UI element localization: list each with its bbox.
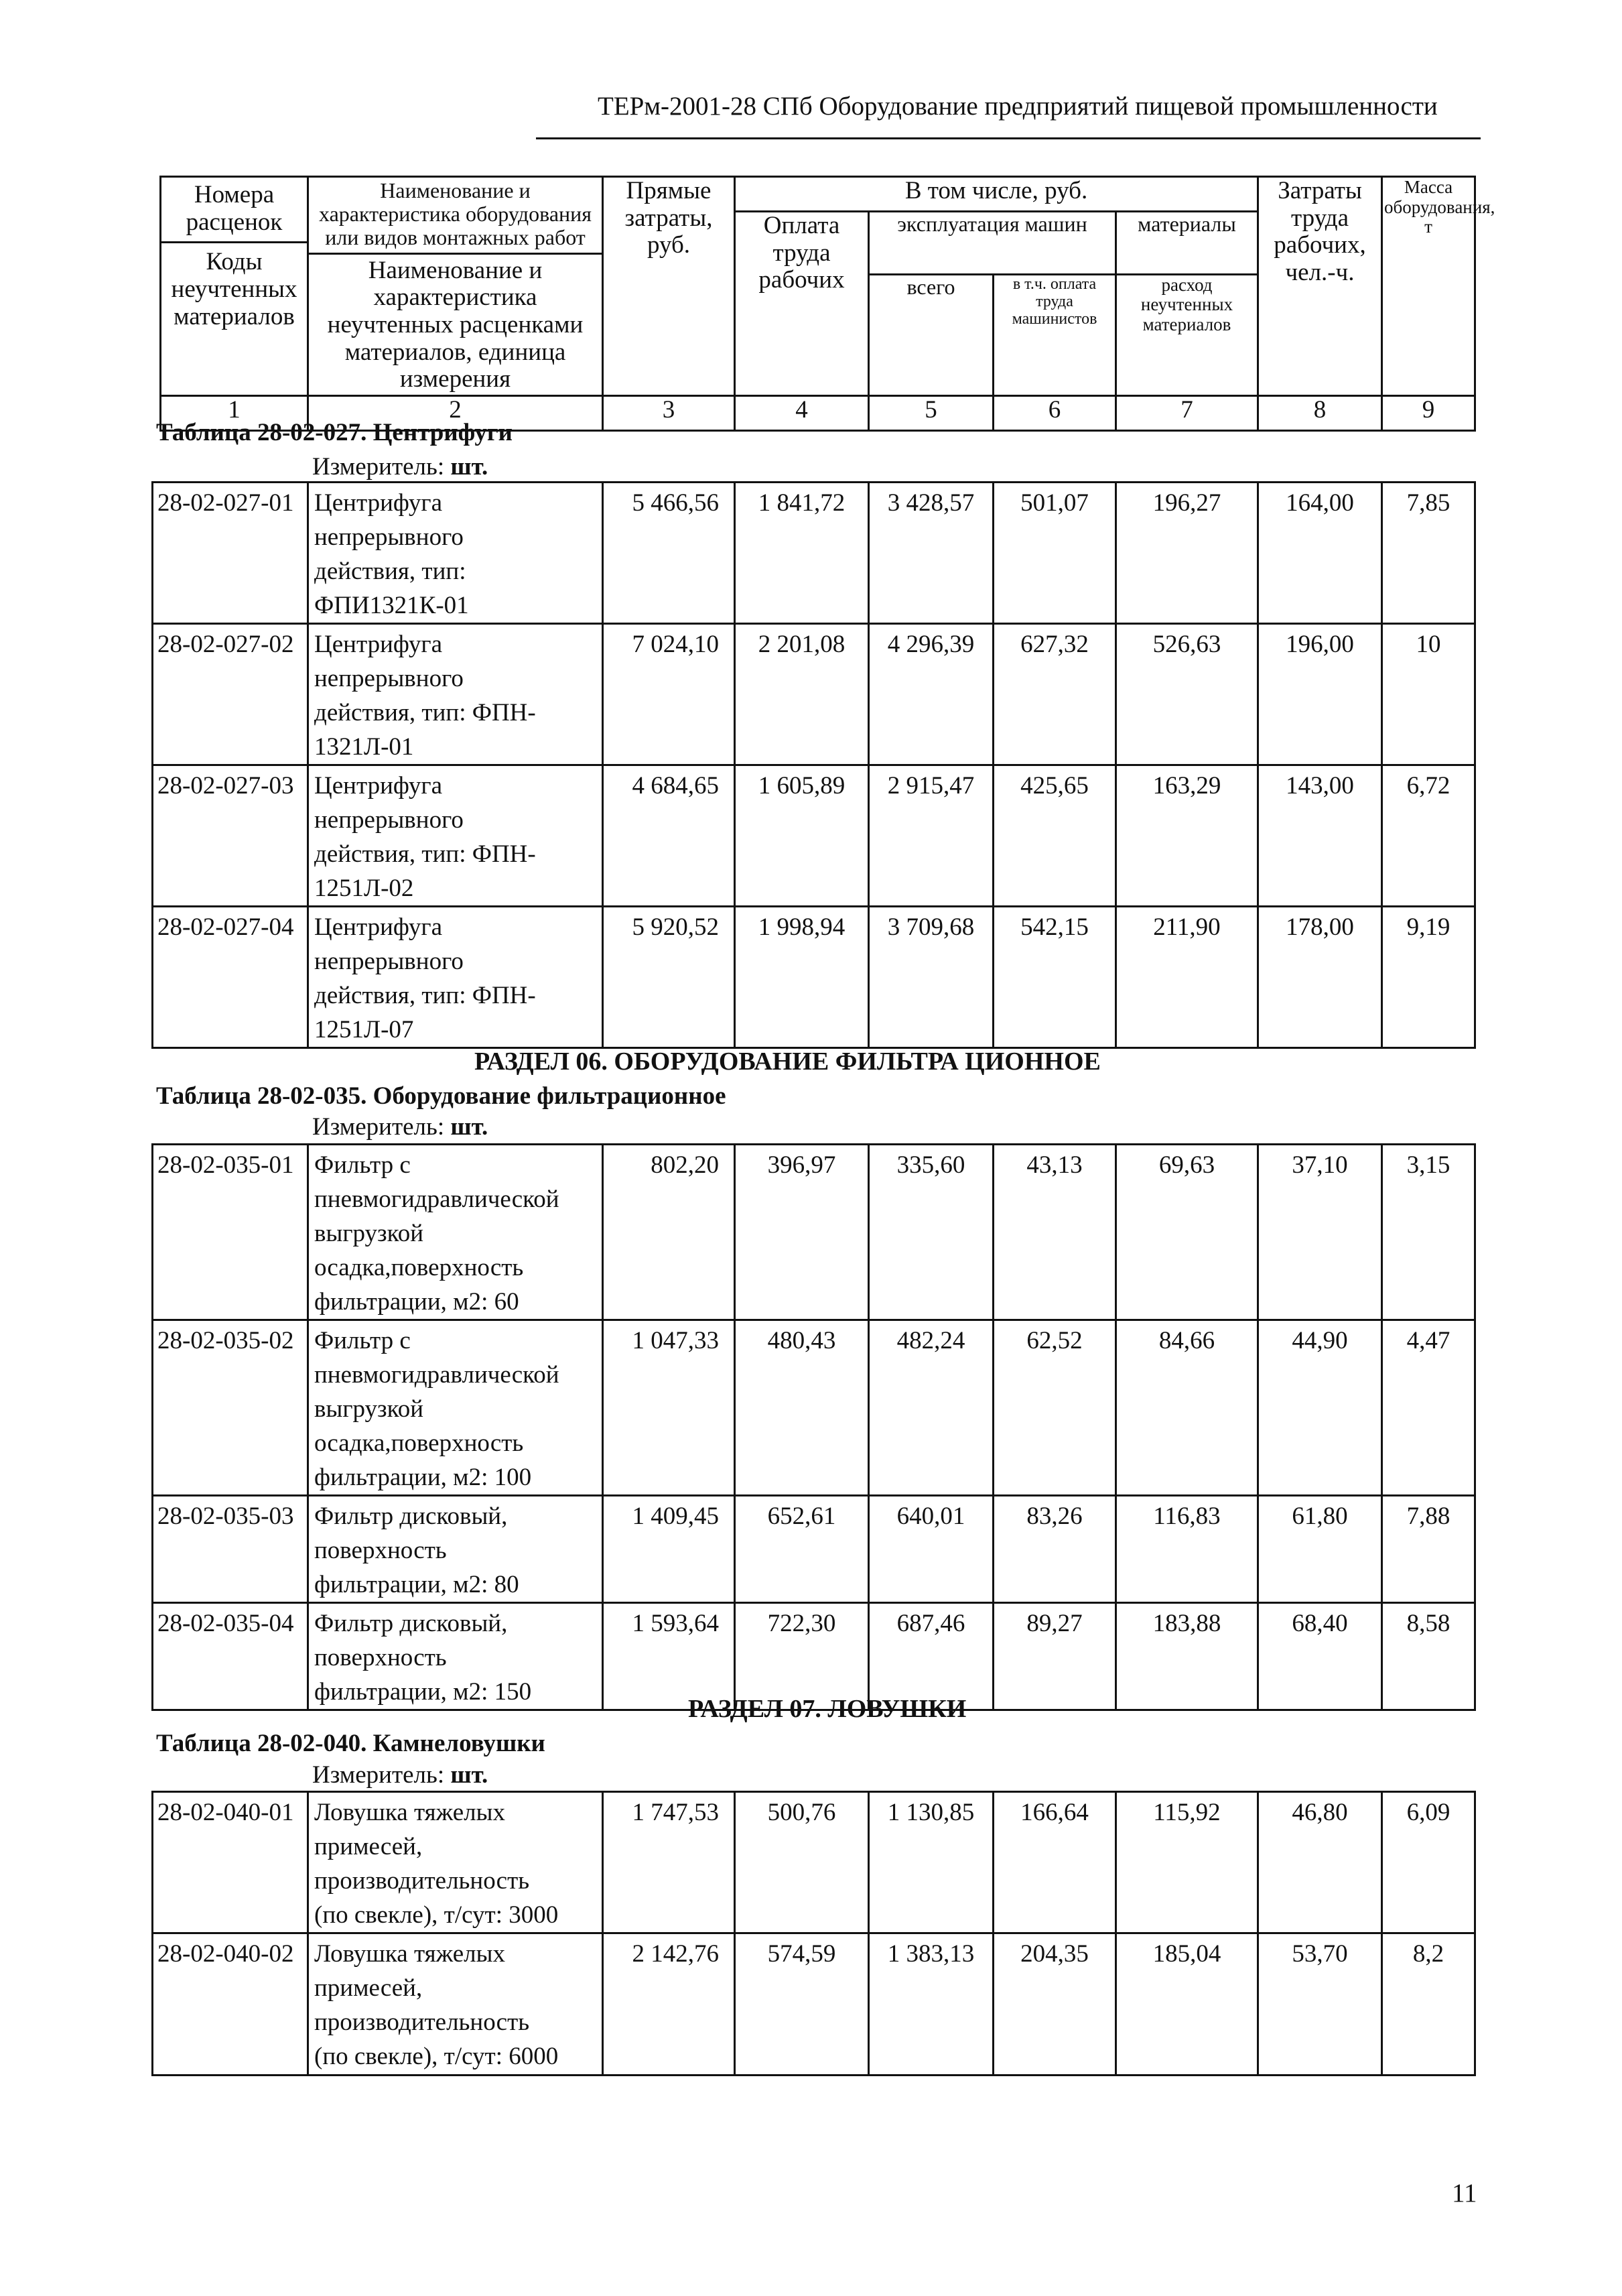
materials-header: материалы bbox=[1116, 212, 1258, 275]
equipment-mass: 6,09 bbox=[1382, 1792, 1475, 1933]
labor-hours: 37,10 bbox=[1258, 1145, 1382, 1320]
materials-cost: 163,29 bbox=[1116, 765, 1258, 907]
labor-hours: 44,90 bbox=[1258, 1320, 1382, 1496]
machinist-pay: 166,64 bbox=[994, 1792, 1116, 1933]
table-title: Таблица 28-02-035. Оборудование фильтрационное bbox=[156, 1082, 726, 1110]
labor-hours: 53,70 bbox=[1258, 1933, 1382, 2076]
direct-costs: 1 593,64 bbox=[603, 1603, 735, 1710]
machinist-pay: 425,65 bbox=[994, 765, 1116, 907]
rate-code: 28-02-027-01 bbox=[153, 483, 308, 624]
machines-total: 687,46 bbox=[869, 1603, 994, 1710]
rate-code: 28-02-027-03 bbox=[153, 765, 308, 907]
equipment-mass: 8,58 bbox=[1382, 1603, 1475, 1710]
column-number: 8 bbox=[1258, 396, 1382, 431]
materials-cost: 211,90 bbox=[1116, 907, 1258, 1048]
table-row bbox=[153, 483, 1475, 624]
machinist-pay: 89,27 bbox=[994, 1603, 1116, 1710]
col7-header: расход неучтенных материалов bbox=[1116, 274, 1258, 396]
machines-total: 640,01 bbox=[869, 1496, 994, 1603]
unit-label: Измеритель: шт. bbox=[312, 1113, 488, 1141]
machinist-pay: 542,15 bbox=[994, 907, 1116, 1048]
direct-costs: 5 920,52 bbox=[603, 907, 735, 1048]
table-row bbox=[153, 1792, 1475, 1933]
table-28-02-027 bbox=[151, 481, 1476, 1049]
rate-code: 28-02-035-03 bbox=[153, 1496, 308, 1603]
rate-code: 28-02-035-02 bbox=[153, 1320, 308, 1496]
labor-pay: 574,59 bbox=[735, 1933, 869, 2076]
equipment-mass: 9,19 bbox=[1382, 907, 1475, 1048]
table-28-02-040 bbox=[151, 1791, 1476, 2076]
header-rule bbox=[536, 137, 1481, 139]
materials-cost: 115,92 bbox=[1116, 1792, 1258, 1933]
column-header-table bbox=[159, 176, 1495, 432]
direct-costs: 4 684,65 bbox=[603, 765, 735, 907]
table-28-02-035 bbox=[151, 1143, 1476, 1711]
column-number: 4 bbox=[735, 396, 869, 431]
equipment-mass: 6,72 bbox=[1382, 765, 1475, 907]
labor-hours: 46,80 bbox=[1258, 1792, 1382, 1933]
equipment-mass: 10 bbox=[1382, 624, 1475, 765]
machinist-pay: 43,13 bbox=[994, 1145, 1116, 1320]
column-number: 1 bbox=[161, 396, 308, 431]
labor-pay: 396,97 bbox=[735, 1145, 869, 1320]
machinist-pay: 83,26 bbox=[994, 1496, 1116, 1603]
col8-header: Затраты труда рабочих, чел.-ч. bbox=[1258, 177, 1382, 396]
column-number: 9 bbox=[1382, 396, 1475, 431]
equipment-mass: 7,88 bbox=[1382, 1496, 1475, 1603]
table-title: Таблица 28-02-027. Центрифуги bbox=[156, 419, 513, 446]
unit-label: Измеритель: шт. bbox=[312, 1761, 488, 1789]
labor-hours: 164,00 bbox=[1258, 483, 1382, 624]
equipment-mass: 7,85 bbox=[1382, 483, 1475, 624]
machines-total: 1 130,85 bbox=[869, 1792, 994, 1933]
col5-header: всего bbox=[869, 274, 994, 396]
labor-pay: 480,43 bbox=[735, 1320, 869, 1496]
materials-cost: 69,63 bbox=[1116, 1145, 1258, 1320]
table-row bbox=[153, 765, 1475, 907]
rate-code: 28-02-040-01 bbox=[153, 1792, 308, 1933]
table-row bbox=[153, 1320, 1475, 1496]
col3-header: Прямые затраты, руб. bbox=[603, 177, 735, 396]
col1-header: Номера расценок Коды неучтенных материалов bbox=[161, 177, 308, 396]
labor-hours: 68,40 bbox=[1258, 1603, 1382, 1710]
column-number: 5 bbox=[869, 396, 994, 431]
machines-header: эксплуатация машин bbox=[869, 212, 1116, 275]
direct-costs: 1 047,33 bbox=[603, 1320, 735, 1496]
item-name: Центрифуга непрерывного действия, тип: ФПН- 1251Л-02 bbox=[308, 765, 603, 907]
direct-costs: 1 409,45 bbox=[603, 1496, 735, 1603]
labor-hours: 196,00 bbox=[1258, 624, 1382, 765]
direct-costs: 5 466,56 bbox=[603, 483, 735, 624]
page-number: 11 bbox=[1452, 2179, 1477, 2208]
labor-pay: 500,76 bbox=[735, 1792, 869, 1933]
direct-costs: 2 142,76 bbox=[603, 1933, 735, 2076]
col9-header: Масса оборудования, т bbox=[1382, 177, 1475, 396]
labor-pay: 1 841,72 bbox=[735, 483, 869, 624]
page-header: ТЕРм-2001-28 СПб Оборудование предприятий пищевой промышленности bbox=[598, 92, 1438, 121]
table-row bbox=[153, 1496, 1475, 1603]
rate-code: 28-02-027-02 bbox=[153, 624, 308, 765]
machinist-pay: 62,52 bbox=[994, 1320, 1116, 1496]
labor-hours: 61,80 bbox=[1258, 1496, 1382, 1603]
machinist-pay: 204,35 bbox=[994, 1933, 1116, 2076]
equipment-mass: 4,47 bbox=[1382, 1320, 1475, 1496]
machines-total: 335,60 bbox=[869, 1145, 994, 1320]
including-header: В том числе, руб. bbox=[735, 177, 1258, 212]
col6-header: в т.ч. оплата труда машинистов bbox=[994, 274, 1116, 396]
item-name: Ловушка тяжелых примесей, производительность (по свекле), т/сут: 3000 bbox=[308, 1792, 603, 1933]
column-number: 7 bbox=[1116, 396, 1258, 431]
item-name: Фильтр дисковый, поверхность фильтрации, м2: 80 bbox=[308, 1496, 603, 1603]
machines-total: 3 428,57 bbox=[869, 483, 994, 624]
materials-cost: 183,88 bbox=[1116, 1603, 1258, 1710]
direct-costs: 1 747,53 bbox=[603, 1792, 735, 1933]
item-name: Ловушка тяжелых примесей, производительность (по свекле), т/сут: 6000 bbox=[308, 1933, 603, 2076]
item-name: Фильтр с пневмогидравлической выгрузкой осадка,поверхность фильтрации, м2: 100 bbox=[308, 1320, 603, 1496]
column-number: 3 bbox=[603, 396, 735, 431]
item-name: Фильтр дисковый, поверхность фильтрации, м2: 150 bbox=[308, 1603, 603, 1710]
table-row bbox=[153, 907, 1475, 1048]
equipment-mass: 3,15 bbox=[1382, 1145, 1475, 1320]
machinist-pay: 627,32 bbox=[994, 624, 1116, 765]
col4-header: Оплата труда рабочих bbox=[735, 212, 869, 396]
machinist-pay: 501,07 bbox=[994, 483, 1116, 624]
item-name: Центрифуга непрерывного действия, тип: ФПИ1321К-01 bbox=[308, 483, 603, 624]
labor-hours: 178,00 bbox=[1258, 907, 1382, 1048]
materials-cost: 526,63 bbox=[1116, 624, 1258, 765]
materials-cost: 116,83 bbox=[1116, 1496, 1258, 1603]
unit-label: Измеритель: шт. bbox=[312, 453, 488, 481]
labor-pay: 652,61 bbox=[735, 1496, 869, 1603]
labor-hours: 143,00 bbox=[1258, 765, 1382, 907]
column-number: 2 bbox=[308, 396, 603, 431]
column-number: 6 bbox=[994, 396, 1116, 431]
table-row bbox=[153, 1145, 1475, 1320]
labor-pay: 2 201,08 bbox=[735, 624, 869, 765]
machines-total: 1 383,13 bbox=[869, 1933, 994, 2076]
section-title: РАЗДЕЛ 06. ОБОРУДОВАНИЕ ФИЛЬТРА ЦИОННОЕ bbox=[474, 1047, 1101, 1076]
machines-total: 2 915,47 bbox=[869, 765, 994, 907]
rate-code: 28-02-040-02 bbox=[153, 1933, 308, 2076]
materials-cost: 196,27 bbox=[1116, 483, 1258, 624]
machines-total: 3 709,68 bbox=[869, 907, 994, 1048]
machines-total: 482,24 bbox=[869, 1320, 994, 1496]
item-name: Фильтр с пневмогидравлической выгрузкой осадка,поверхность фильтрации, м2: 60 bbox=[308, 1145, 603, 1320]
materials-cost: 185,04 bbox=[1116, 1933, 1258, 2076]
item-name: Центрифуга непрерывного действия, тип: ФПН- 1251Л-07 bbox=[308, 907, 603, 1048]
equipment-mass: 8,2 bbox=[1382, 1933, 1475, 2076]
labor-pay: 722,30 bbox=[735, 1603, 869, 1710]
labor-pay: 1 998,94 bbox=[735, 907, 869, 1048]
direct-costs: 802,20 bbox=[603, 1145, 735, 1320]
rate-code: 28-02-027-04 bbox=[153, 907, 308, 1048]
col2-header: Наименование и характеристика оборудования или видов монтажных работ Наименование и характеристика неучтенных расценками материалов, единица измерения bbox=[308, 177, 603, 396]
section-title: РАЗДЕЛ 07. ЛОВУШКИ bbox=[688, 1695, 967, 1723]
labor-pay: 1 605,89 bbox=[735, 765, 869, 907]
item-name: Центрифуга непрерывного действия, тип: ФПН- 1321Л-01 bbox=[308, 624, 603, 765]
table-row bbox=[153, 1933, 1475, 2076]
direct-costs: 7 024,10 bbox=[603, 624, 735, 765]
materials-cost: 84,66 bbox=[1116, 1320, 1258, 1496]
table-row bbox=[153, 624, 1475, 765]
rate-code: 28-02-035-01 bbox=[153, 1145, 308, 1320]
machines-total: 4 296,39 bbox=[869, 624, 994, 765]
table-title: Таблица 28-02-040. Камнеловушки bbox=[156, 1730, 545, 1757]
rate-code: 28-02-035-04 bbox=[153, 1603, 308, 1710]
